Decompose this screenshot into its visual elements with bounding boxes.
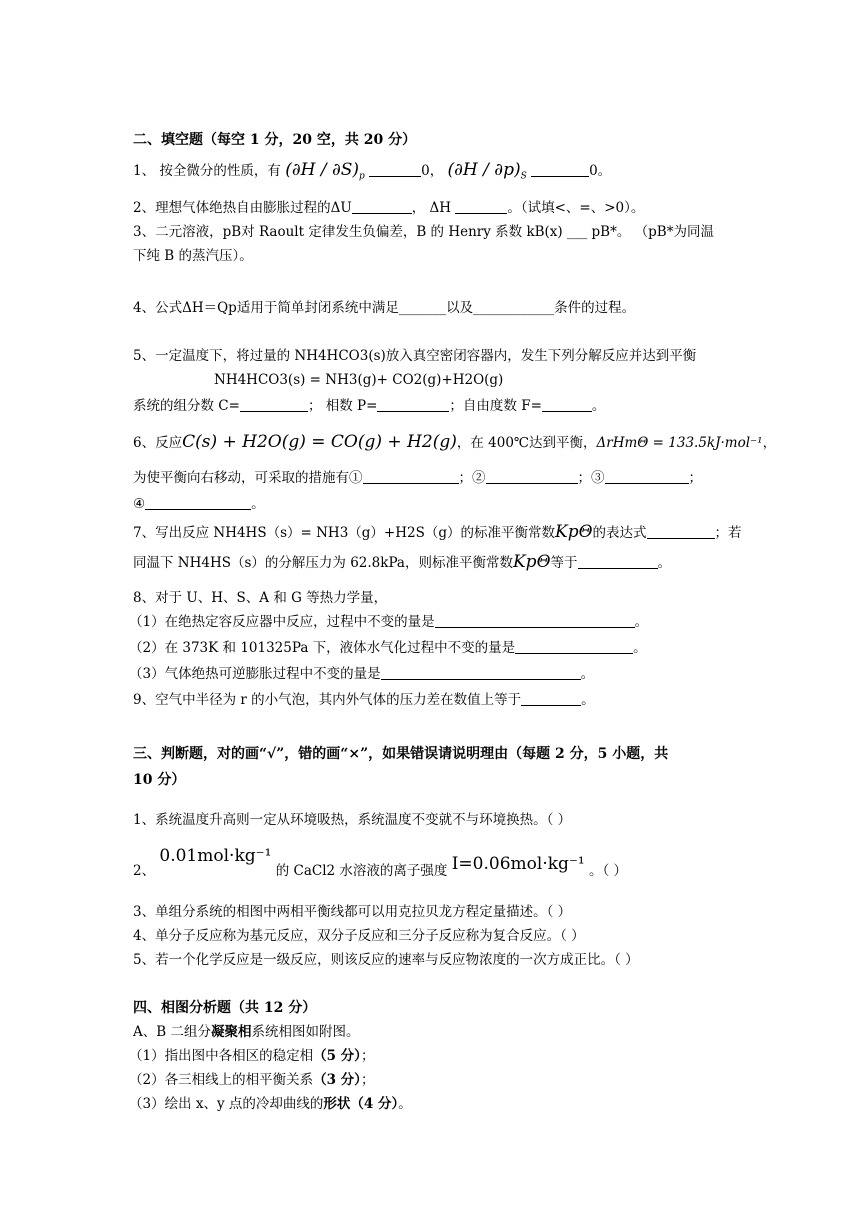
q-text: （3）气体绝热可逆膨胀过程中不变的量是 [129,666,381,682]
question-2-8-1 [129,612,648,632]
answer-blank[interactable] [381,665,581,680]
q-text: 。（ ） [589,863,628,879]
section-4-q1 [129,1046,374,1066]
q-text: 同温下 NH4HS（s）的分解压力为 62.8kPa，则标准平衡常数 [133,555,513,571]
math-subscript: S [520,171,527,182]
answer-blank[interactable] [352,199,412,214]
answer-blank[interactable] [369,162,421,177]
q-text: ； [360,1048,375,1064]
answer-blank[interactable] [240,397,308,412]
answer-blank[interactable] [486,469,578,484]
section-4-q3 [129,1094,412,1114]
q-text: ；③ [577,470,605,486]
q-text: 1、 按全微分的性质，有 [133,163,281,179]
q-text: 。 [398,1096,412,1112]
reaction-equation: NH4HCO3(s) = NH3(g)+ CO2(g)+H2O(g) [214,372,504,388]
answer-blank[interactable] [578,554,658,569]
q-text: 。 [657,555,672,571]
question-3-1: 1、系统温度升高则一定从环境吸热，系统温度不变就不与环境换热。（ ） [133,812,572,828]
answer-blank[interactable] [363,469,459,484]
answer-blank[interactable] [647,524,715,539]
math-expression: KpΘ [555,522,593,542]
q-text: ；② [458,470,486,486]
question-2-8-2 [129,638,647,658]
section-2-title: 二、填空题（每空 1 分，20 空，共 20 分） [133,132,417,148]
section-3-title-line2: 10 分） [133,772,186,788]
q-text: ； [360,1072,375,1088]
q-text: ；若 [714,525,742,541]
q-text: 等于 [550,555,578,571]
math-expression: I=0.06mol·kg⁻¹ [451,854,585,874]
question-3-4: 4、单分子反应称为基元反应，双分子反应和三分子反应称为复合反应。（ ） [133,928,585,944]
q-text: 。 [580,666,595,682]
q-text: （1）在绝热定容反应器中反应，过程中不变的量是 [129,614,435,630]
answer-blank[interactable] [605,469,689,484]
q-text: 的 CaCl2 水溶液的离子强度 [275,863,448,879]
question-2-3-line2: 下纯 B 的蒸汽压）。 [133,248,253,264]
q-score: （5 分） [313,1048,361,1064]
q-text-bold: 凝聚相 [210,1024,252,1040]
answer-blank[interactable] [521,691,581,706]
q-text: 。（试填<、=、>0）。 [507,200,645,216]
q-text: 9、空气中半径为 r 的小气泡，其内外气体的压力差在数值上等于 [133,692,522,708]
q-text: 6、反应 [133,435,183,451]
q-text: 的表达式 [592,525,647,541]
section-4-intro [133,1022,359,1042]
question-2-7-line1 [133,522,742,543]
q-text: 2、 [133,863,156,879]
question-2-1 [133,160,611,187]
q-score: （3 分） [313,1072,361,1088]
math-expression: ΔrHmΘ = 133.5kJ·mol⁻¹ [596,435,763,451]
q-text: 为使平衡向右移动，可采取的措施有① [133,470,363,486]
question-2-6-line1 [133,432,776,453]
section-4-title: 四、相图分析题（共 12 分） [133,1000,317,1016]
section-4-q2 [129,1070,374,1090]
answer-blank[interactable] [542,397,592,412]
question-3-5: 5、若一个化学反应是一级反应，则该反应的速率与反应物浓度的一次方成正比。（ ） [133,952,639,968]
math-expression: C(s) + H2O(g) = CO(g) + H2(g) [182,432,457,452]
math-expression: (∂H / ∂p) [447,160,521,180]
q-text: A、B 二组分 [133,1024,211,1040]
question-2-5-line1: 5、一定温度下，将过量的 NH4HCO3(s)放入真空密闭容器内，发生下列分解反应并达到平衡 [133,348,697,364]
question-2-7-line2 [133,552,671,573]
q-text: 。 [591,398,606,414]
answer-blank[interactable] [531,162,589,177]
answer-blank[interactable] [435,613,635,628]
q-text: 2、理想气体绝热自由膨胀过程的ΔU [133,200,352,216]
q-text: 系统的组分数 C= [133,398,240,414]
q-text: ④ [133,496,146,512]
math-expression: KpΘ [512,552,551,572]
q-text: ； 相数 P= [307,398,378,414]
q-text: ； [688,470,702,486]
q-text: ；自由度数 F= [449,398,542,414]
question-3-2 [133,846,628,881]
q-text: ， ΔH [411,200,452,216]
question-2-8-intro: 8、对于 U、H、S、A 和 G 等热力学量， [133,590,388,606]
math-expression: (∂H / ∂S) [285,160,360,180]
answer-blank[interactable] [455,199,507,214]
q-text: （3）绘出 x、y 点的冷却曲线的 [129,1096,324,1112]
question-2-8-3 [129,664,594,684]
q-score: （4 分） [350,1096,399,1112]
q-text: 系统相图如附图。 [251,1024,360,1040]
q-text: ，在 400℃达到平衡， [456,435,597,451]
question-2-2 [133,198,644,218]
q-text: 。 [581,692,595,708]
q-text: （1）指出图中各相区的稳定相 [129,1048,314,1064]
question-2-4: 4、公式ΔH＝Qp适用于简单封闭系统中满足_______以及____________条件的过程。 [133,300,636,316]
answer-blank[interactable] [145,495,251,510]
q-text: 。 [634,614,649,630]
section-3-title-line1: 三、判断题，对的画“√”，错的画“×”，如果错误请说明理由（每题 2 分，5 小题，共 [133,746,669,762]
q-text: ， [762,435,777,451]
q-text: 0。 [589,163,612,179]
q-text: 7、写出反应 NH4HS（s）= NH3（g）+H2S（g）的标准平衡常数 [133,525,555,541]
question-2-6-line2 [133,468,702,488]
q-text: （2）各三相线上的相平衡关系 [129,1072,314,1088]
question-2-9 [133,690,595,710]
question-2-6-line3 [133,494,265,514]
q-text: 0， [421,163,444,179]
answer-blank[interactable] [377,397,449,412]
math-expression: 0.01mol·kg⁻¹ [159,846,272,866]
q-text: 。 [251,496,265,512]
question-2-5-answers [133,396,605,416]
answer-blank[interactable] [515,639,633,654]
question-2-3-line1: 3、二元溶液，pB对 Raoult 定律发生负偏差，B 的 Henry 系数 kB(x) ___ pB*。 （pB*为同温 [133,224,714,240]
q-text: 。 [633,640,647,656]
q-text: （2）在 373K 和 101325Pa 下，液体水气化过程中不变的量是 [129,640,516,656]
math-subscript: p [359,171,365,182]
q-text-bold: 形状 [323,1096,351,1112]
question-3-3: 3、单组分系统的相图中两相平衡线都可以用克拉贝龙方程定量描述。（ ） [133,904,572,920]
